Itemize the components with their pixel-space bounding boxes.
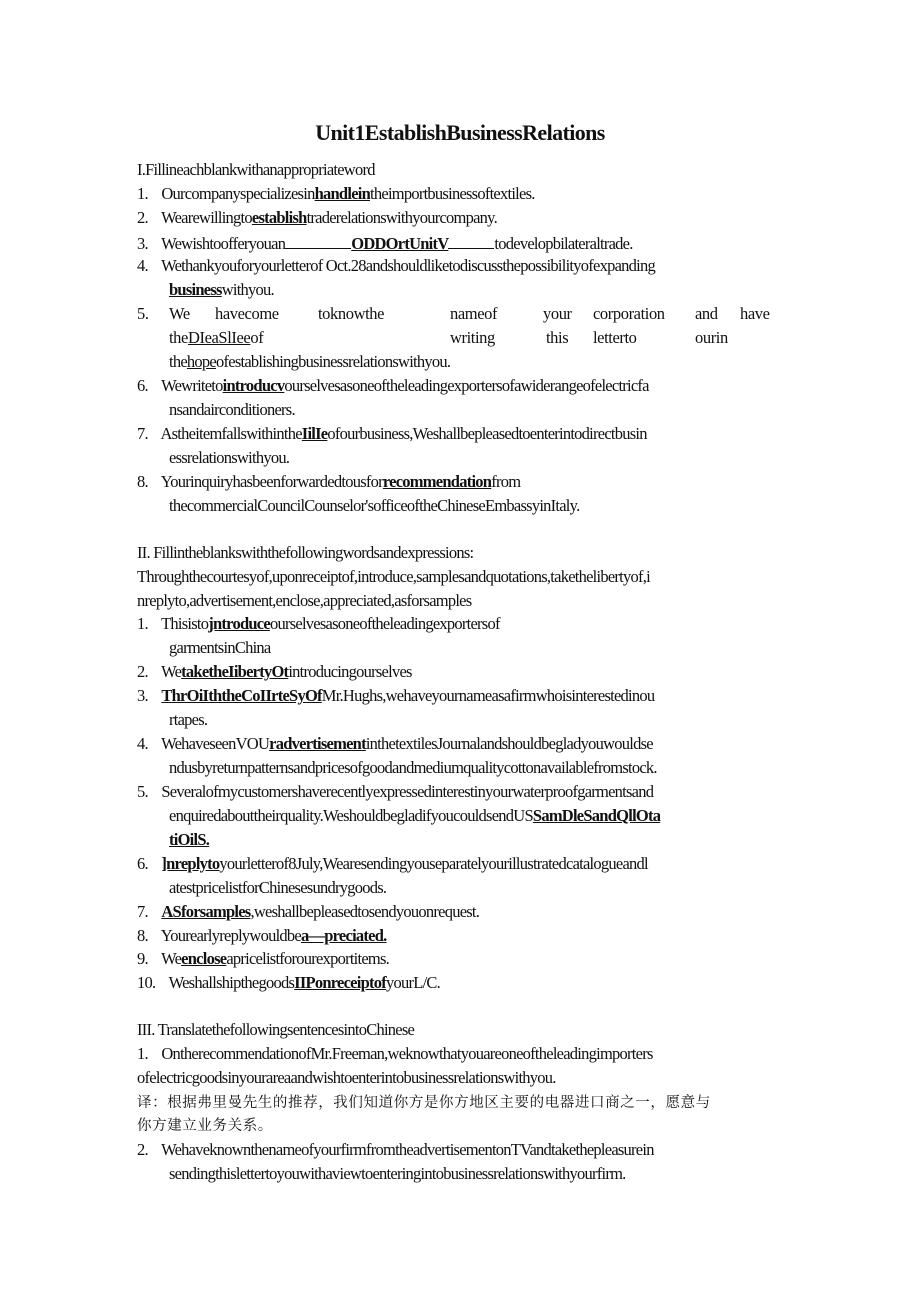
word-bank-line-1: Throughthecourtesyof,uponreceiptof,introduce,samplesandquotations,takethelibertyof,i xyxy=(137,567,650,586)
section-1-heading: I.Fillineachblankwithanappropriateword xyxy=(137,160,375,179)
item-text: ourselvesasoneoftheleadingexportersofawiderangeofelectricfa xyxy=(284,376,649,395)
blank-line xyxy=(285,232,351,249)
s1-item-7-cont: essrelationswithyou. xyxy=(169,448,290,467)
item-word: your xyxy=(543,304,572,323)
answer: ]nreplyto xyxy=(161,854,220,873)
s1-item-2 xyxy=(137,208,497,228)
item-text: Yourearlyreplywouldbe xyxy=(160,926,301,945)
blank-line xyxy=(448,232,494,249)
s2-item-3 xyxy=(137,686,654,706)
item-text: yourL/C. xyxy=(386,973,441,992)
s2-item-4-cont: ndusbyreturnpatternsandpricesofgoodandmediumqualitycottonavailablefromstock. xyxy=(169,758,657,777)
s2-item-10 xyxy=(137,973,440,993)
item-text: ofourbusiness,Weshallbepleasedtoenterintodirectbusin xyxy=(327,424,647,443)
s2-item-8 xyxy=(137,926,387,946)
item-word: toknowthe xyxy=(318,304,385,323)
s1-item-4-cont xyxy=(169,280,274,300)
s2-item-1-cont: garmentsinChina xyxy=(169,638,271,657)
item-number: 2. xyxy=(137,208,148,227)
s3-item-2-cont: sendingthislettertoyouwithaviewtoenteringintobusinessrelationswithyourfirm. xyxy=(169,1164,626,1183)
s2-item-6 xyxy=(137,854,648,874)
item-text: withyou. xyxy=(221,280,274,299)
answer: enclose xyxy=(181,949,227,968)
item-number: 1. xyxy=(137,1044,148,1063)
s1-item-6-cont: nsandairconditioners. xyxy=(169,400,295,419)
s1-item-5-line2 xyxy=(169,328,263,348)
item-word: nameof xyxy=(450,304,498,323)
s1-item-3 xyxy=(137,232,633,254)
item-word: this xyxy=(546,328,569,347)
item-number: 6. xyxy=(137,854,148,873)
item-text: Thisisto xyxy=(161,614,209,633)
answer: IilIe xyxy=(301,424,328,443)
s2-item-6-cont: atestpricelistforChinesesundrygoods. xyxy=(169,878,387,897)
s2-item-9 xyxy=(137,949,389,969)
item-word: corporation xyxy=(593,304,665,323)
item-number: 7. xyxy=(137,902,148,921)
answer: ASforsamples xyxy=(161,902,251,921)
answer: establish xyxy=(251,208,307,227)
section-2-heading: II. Fillintheblankswiththefollowingwordsandexpressions: xyxy=(137,543,474,562)
item-text: Wethankyouforyourletterof Oct.28andshouldliketodiscussthepossibilityofexpanding xyxy=(161,256,655,275)
s2-item-5-cont xyxy=(169,806,660,826)
answer: hope xyxy=(186,352,216,371)
item-word: havecome xyxy=(215,304,279,323)
item-number: 8. xyxy=(137,472,148,491)
item-number: 1. xyxy=(137,184,148,203)
item-text: traderelationswithyourcompany. xyxy=(306,208,497,227)
item-text: We xyxy=(161,662,182,681)
item-number: 3. xyxy=(137,234,148,253)
item-text: Astheitemfallswithinthe xyxy=(160,424,302,443)
item-text: from xyxy=(491,472,521,491)
item-word: We xyxy=(169,304,190,323)
answer: handlein xyxy=(314,184,371,203)
s3-item-1 xyxy=(137,1044,653,1064)
item-word: and xyxy=(695,304,718,323)
word-bank-line-2: nreplyto,advertisement,enclose,appreciated,asforsamples xyxy=(137,591,472,610)
answer: DIeaSlIee xyxy=(187,328,251,347)
item-text: ourselvesasoneoftheleadingexportersof xyxy=(269,614,500,633)
answer: ODDOrtUnitV xyxy=(351,234,449,253)
item-text: Ourcompanyspecializesin xyxy=(161,184,315,203)
item-text: theimportbusinessoftextiles. xyxy=(370,184,535,203)
translation-line-1: 译：根据弗里曼先生的推荐，我们知道你方是你方地区主要的电器进口商之一，愿意与 xyxy=(137,1095,711,1111)
s2-item-5 xyxy=(137,782,653,802)
answer: jntroduce xyxy=(208,614,270,633)
item-text: yourletterof8July,Wearesendingyouseparatelyourillustratedcatalogueandl xyxy=(219,854,648,873)
item-text: Yourinquiryhasbeenforwardedtousfor xyxy=(160,472,383,491)
s1-item-4 xyxy=(137,256,655,276)
item-text: We xyxy=(161,949,182,968)
translation-line-2: 你方建立业务关系。 xyxy=(137,1118,273,1134)
s1-item-6 xyxy=(137,376,649,396)
answer: taketheIibertyOt xyxy=(181,662,289,681)
item-text: introducingourselves xyxy=(288,662,412,681)
item-text: ofestablishingbusinessrelationswithyou. xyxy=(216,352,451,371)
item-number: 2. xyxy=(137,1140,148,1159)
s2-item-7 xyxy=(137,902,479,922)
s1-item-1 xyxy=(137,184,535,204)
s1-item-8 xyxy=(137,472,520,492)
answer: IIPonreceiptof xyxy=(294,973,386,992)
answer: business xyxy=(169,280,222,299)
answer: introducv xyxy=(222,376,285,395)
s3-item-2 xyxy=(137,1140,654,1160)
answer: SamDleSandQllOta xyxy=(532,806,661,825)
s2-item-4 xyxy=(137,734,653,754)
item-number: 9. xyxy=(137,949,148,968)
answer: recommendation xyxy=(382,472,492,491)
item-text: todevelopbilateraltrade. xyxy=(494,234,633,253)
item-text: WehaveseenVOU xyxy=(161,734,270,753)
item-text: the xyxy=(169,352,187,371)
item-text: Severalofmycustomershaverecentlyexpressedinterestinyourwaterproofgarmentsand xyxy=(161,782,654,801)
item-text: Mr.Hughs,wehaveyournameasafirmwhoisinterestedinou xyxy=(321,686,655,705)
item-text: the xyxy=(169,328,188,347)
item-number: 3. xyxy=(137,686,148,705)
s3-item-1-cont: ofelectricgoodsinyourareaandwishtoenterintobusinessrelationswithyou. xyxy=(137,1068,556,1087)
s2-item-5-cont2 xyxy=(169,830,209,850)
s1-item-5-line3 xyxy=(169,352,450,372)
item-text: Wearewillingto xyxy=(161,208,252,227)
item-number: 2. xyxy=(137,662,148,681)
item-word: writing xyxy=(450,328,495,347)
item-text: OntherecommendationofMr.Freeman,weknowthatyouareoneoftheleadingimporters xyxy=(161,1044,653,1063)
s1-item-8-cont: thecommercialCouncilCounselor'sofficeoftheChineseEmbassyinItaly. xyxy=(169,496,580,515)
item-text: of xyxy=(250,328,264,347)
section-3-heading: III. TranslatethefollowingsentencesintoChinese xyxy=(137,1020,415,1039)
item-text: enquiredabouttheirquality.WeshouldbegladifyoucouldsendUS xyxy=(169,806,533,825)
item-word: letterto xyxy=(593,328,637,347)
answer: tiOilS. xyxy=(169,830,210,849)
item-number: 5. xyxy=(137,782,148,801)
item-number: 8. xyxy=(137,926,148,945)
s1-item-7 xyxy=(137,424,647,444)
answer: a—preciated. xyxy=(300,926,387,945)
item-word: ourin xyxy=(695,328,728,347)
item-text: Wewriteto xyxy=(161,376,223,395)
page-title: Unit1EstablishBusinessRelations xyxy=(315,120,605,145)
item-text: Wewishtoofferyouan xyxy=(161,234,286,253)
item-text: ,weshallbepleasedtosendyouonrequest. xyxy=(250,902,480,921)
item-number: 6. xyxy=(137,376,148,395)
item-number: 4. xyxy=(137,734,148,753)
answer: ThrOiIththeCoIIrteSyOf xyxy=(161,686,322,705)
item-text: apricelistforourexportitems. xyxy=(226,949,390,968)
item-word: have xyxy=(740,304,770,323)
item-number: 4. xyxy=(137,256,148,275)
item-number: 10. xyxy=(137,973,156,992)
item-number: 7. xyxy=(137,424,148,443)
item-text: Weshallshipthegoods xyxy=(168,973,295,992)
s2-item-1 xyxy=(137,614,500,634)
s2-item-3-cont: rtapes. xyxy=(169,710,208,729)
s2-item-2 xyxy=(137,662,412,682)
item-text: inthetextilesJournalandshouldbegladyouwouldse xyxy=(365,734,653,753)
item-text: WehaveknownthenameofyourfirmfromtheadvertisementonTVandtakethepleasurein xyxy=(161,1140,654,1159)
answer: radvertisement xyxy=(269,734,366,753)
item-number: 5. xyxy=(137,304,149,323)
item-number: 1. xyxy=(137,614,148,633)
